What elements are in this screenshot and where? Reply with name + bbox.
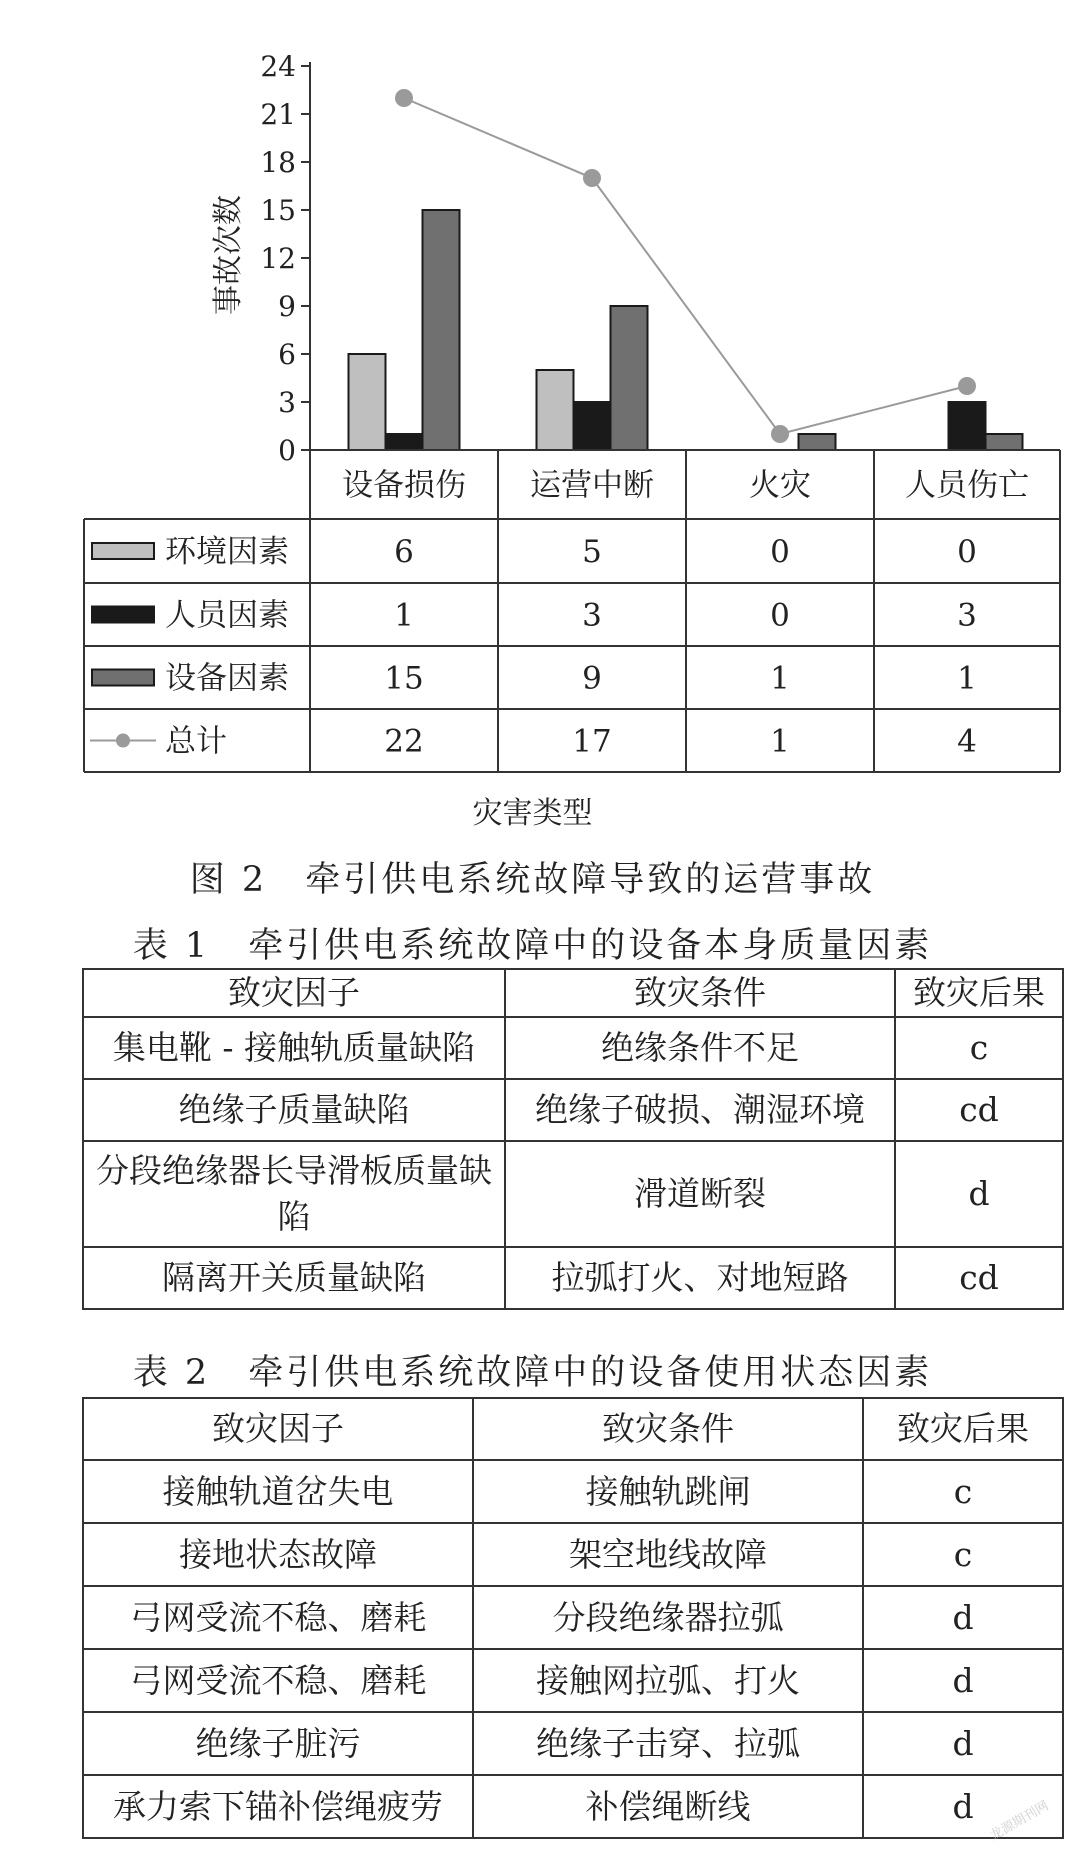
table-cell: 分段绝缘器长导滑板质量缺陷 bbox=[83, 1141, 505, 1247]
bar-人员因素 bbox=[949, 402, 986, 450]
data-label: 15 bbox=[384, 660, 424, 697]
bar-环境因素 bbox=[349, 354, 386, 450]
table-row bbox=[83, 1649, 1063, 1712]
table-cell: c bbox=[863, 1460, 1063, 1523]
table-cell: 绝缘子脏污 bbox=[83, 1712, 473, 1775]
table-row bbox=[83, 1775, 1063, 1838]
table-cell: c bbox=[863, 1523, 1063, 1586]
bar-设备因素 bbox=[423, 210, 460, 450]
legend-label: 总计 bbox=[165, 723, 227, 760]
y-tick-label: 3 bbox=[278, 386, 296, 419]
table-cell: d bbox=[863, 1649, 1063, 1712]
table-cell: 接地状态故障 bbox=[83, 1523, 473, 1586]
data-label: 3 bbox=[957, 597, 977, 634]
x-tick-label: 人员伤亡 bbox=[905, 467, 1029, 504]
bar-环境因素 bbox=[537, 370, 574, 450]
table1-caption: 表 1 牵引供电系统故障中的设备本身质量因素 bbox=[132, 926, 933, 966]
y-tick-label: 24 bbox=[260, 50, 296, 83]
table-cell: 接触轨道岔失电 bbox=[83, 1460, 473, 1523]
bar-人员因素 bbox=[386, 434, 423, 450]
table2-caption: 表 2 牵引供电系统故障中的设备使用状态因素 bbox=[132, 1353, 933, 1393]
legend-label: 环境因素 bbox=[165, 534, 289, 570]
table-cell: 隔离开关质量缺陷 bbox=[83, 1247, 505, 1309]
total-point bbox=[583, 169, 601, 187]
table-cell: d bbox=[895, 1141, 1063, 1247]
y-axis-label: 事故次数 bbox=[211, 195, 246, 315]
table-cell: 绝缘条件不足 bbox=[505, 1017, 895, 1079]
table-cell: d bbox=[863, 1775, 1063, 1838]
table-cell: 补偿绳断线 bbox=[473, 1775, 863, 1838]
total-point bbox=[771, 425, 789, 443]
watermark: 龙源期刊网 bbox=[987, 1798, 1052, 1844]
header-cell: 致灾条件 bbox=[505, 969, 895, 1017]
bar-设备因素 bbox=[611, 306, 648, 450]
legend-swatch bbox=[92, 670, 154, 686]
table-row bbox=[83, 1247, 1063, 1309]
x-tick-label: 运营中断 bbox=[530, 467, 654, 504]
x-tick-label: 设备损伤 bbox=[342, 467, 466, 504]
y-tick-label: 9 bbox=[278, 290, 296, 323]
data-label: 0 bbox=[770, 534, 790, 570]
data-label: 1 bbox=[394, 597, 414, 634]
header-cell: 致灾后果 bbox=[863, 1398, 1063, 1460]
table-cell: 接触网拉弧、打火 bbox=[473, 1649, 863, 1712]
table-cell: 滑道断裂 bbox=[505, 1141, 895, 1247]
legend-label: 人员因素 bbox=[165, 597, 289, 634]
table-row bbox=[83, 1141, 1063, 1247]
table-cell: cd bbox=[895, 1247, 1063, 1309]
y-tick-label: 15 bbox=[260, 194, 296, 227]
header-cell: 致灾后果 bbox=[895, 969, 1063, 1017]
table-cell: 集电靴 - 接触轨质量缺陷 bbox=[83, 1017, 505, 1079]
y-tick-label: 6 bbox=[278, 338, 296, 371]
data-label: 1 bbox=[770, 660, 790, 697]
figure-caption: 图 2 牵引供电系统故障导致的运营事故 bbox=[189, 860, 876, 900]
data-label: 4 bbox=[957, 723, 977, 760]
table-cell: 承力索下锚补偿绳疲劳 bbox=[83, 1775, 473, 1838]
table-row bbox=[83, 1712, 1063, 1775]
total-line bbox=[395, 89, 976, 443]
table-cell: 绝缘子破损、潮湿环境 bbox=[505, 1079, 895, 1141]
data-label: 0 bbox=[957, 534, 977, 570]
table-cell: 绝缘子质量缺陷 bbox=[83, 1079, 505, 1141]
total-point bbox=[395, 89, 413, 107]
data-label: 17 bbox=[572, 723, 612, 760]
data-label: 1 bbox=[957, 660, 977, 697]
x-axis-label: 灾害类型 bbox=[472, 796, 593, 831]
table-row bbox=[83, 1460, 1063, 1523]
table-cell: c bbox=[895, 1017, 1063, 1079]
data-label: 5 bbox=[582, 534, 602, 570]
table-cell: d bbox=[863, 1586, 1063, 1649]
y-axis bbox=[260, 50, 310, 467]
x-tick-label: 火灾 bbox=[749, 467, 811, 504]
table-row bbox=[83, 1523, 1063, 1586]
total-series-line bbox=[404, 98, 967, 434]
data-label: 1 bbox=[770, 723, 790, 760]
header-cell: 致灾因子 bbox=[83, 969, 505, 1017]
y-tick-label: 12 bbox=[260, 242, 296, 275]
bar-marks bbox=[349, 210, 1023, 450]
data-label: 6 bbox=[394, 534, 414, 570]
table2 bbox=[82, 1397, 1064, 1839]
y-tick-label: 18 bbox=[260, 146, 296, 179]
total-point bbox=[958, 377, 976, 395]
y-tick-label: 21 bbox=[260, 98, 296, 131]
table-header-row bbox=[83, 969, 1063, 1017]
table-cell: 拉弧打火、对地短路 bbox=[505, 1247, 895, 1309]
legend-label: 设备因素 bbox=[165, 660, 289, 697]
header-cell: 致灾因子 bbox=[83, 1398, 473, 1460]
table-cell: 接触轨跳闸 bbox=[473, 1460, 863, 1523]
table-header-row bbox=[83, 1398, 1063, 1460]
header-cell: 致灾条件 bbox=[473, 1398, 863, 1460]
table1 bbox=[82, 968, 1064, 1310]
table-cell: 分段绝缘器拉弧 bbox=[473, 1586, 863, 1649]
table-cell: 弓网受流不稳、磨耗 bbox=[83, 1649, 473, 1712]
bar-设备因素 bbox=[799, 434, 836, 450]
legend-swatch bbox=[92, 607, 154, 623]
data-label: 9 bbox=[582, 660, 602, 697]
accident-chart bbox=[0, 0, 1065, 790]
y-tick-label: 0 bbox=[278, 434, 296, 467]
table-cell: d bbox=[863, 1712, 1063, 1775]
table-row bbox=[83, 1586, 1063, 1649]
bar-人员因素 bbox=[574, 402, 611, 450]
data-label: 22 bbox=[384, 723, 424, 760]
data-label: 0 bbox=[770, 597, 790, 634]
table-row bbox=[83, 1079, 1063, 1141]
legend-marker bbox=[116, 734, 130, 748]
table-row bbox=[83, 1017, 1063, 1079]
bar-设备因素 bbox=[986, 434, 1023, 450]
chart-data-table bbox=[84, 450, 1060, 772]
table-cell: 弓网受流不稳、磨耗 bbox=[83, 1586, 473, 1649]
table-cell: 绝缘子击穿、拉弧 bbox=[473, 1712, 863, 1775]
data-label: 3 bbox=[582, 597, 602, 634]
table-cell: 架空地线故障 bbox=[473, 1523, 863, 1586]
table-cell: cd bbox=[895, 1079, 1063, 1141]
legend-swatch bbox=[92, 543, 154, 559]
